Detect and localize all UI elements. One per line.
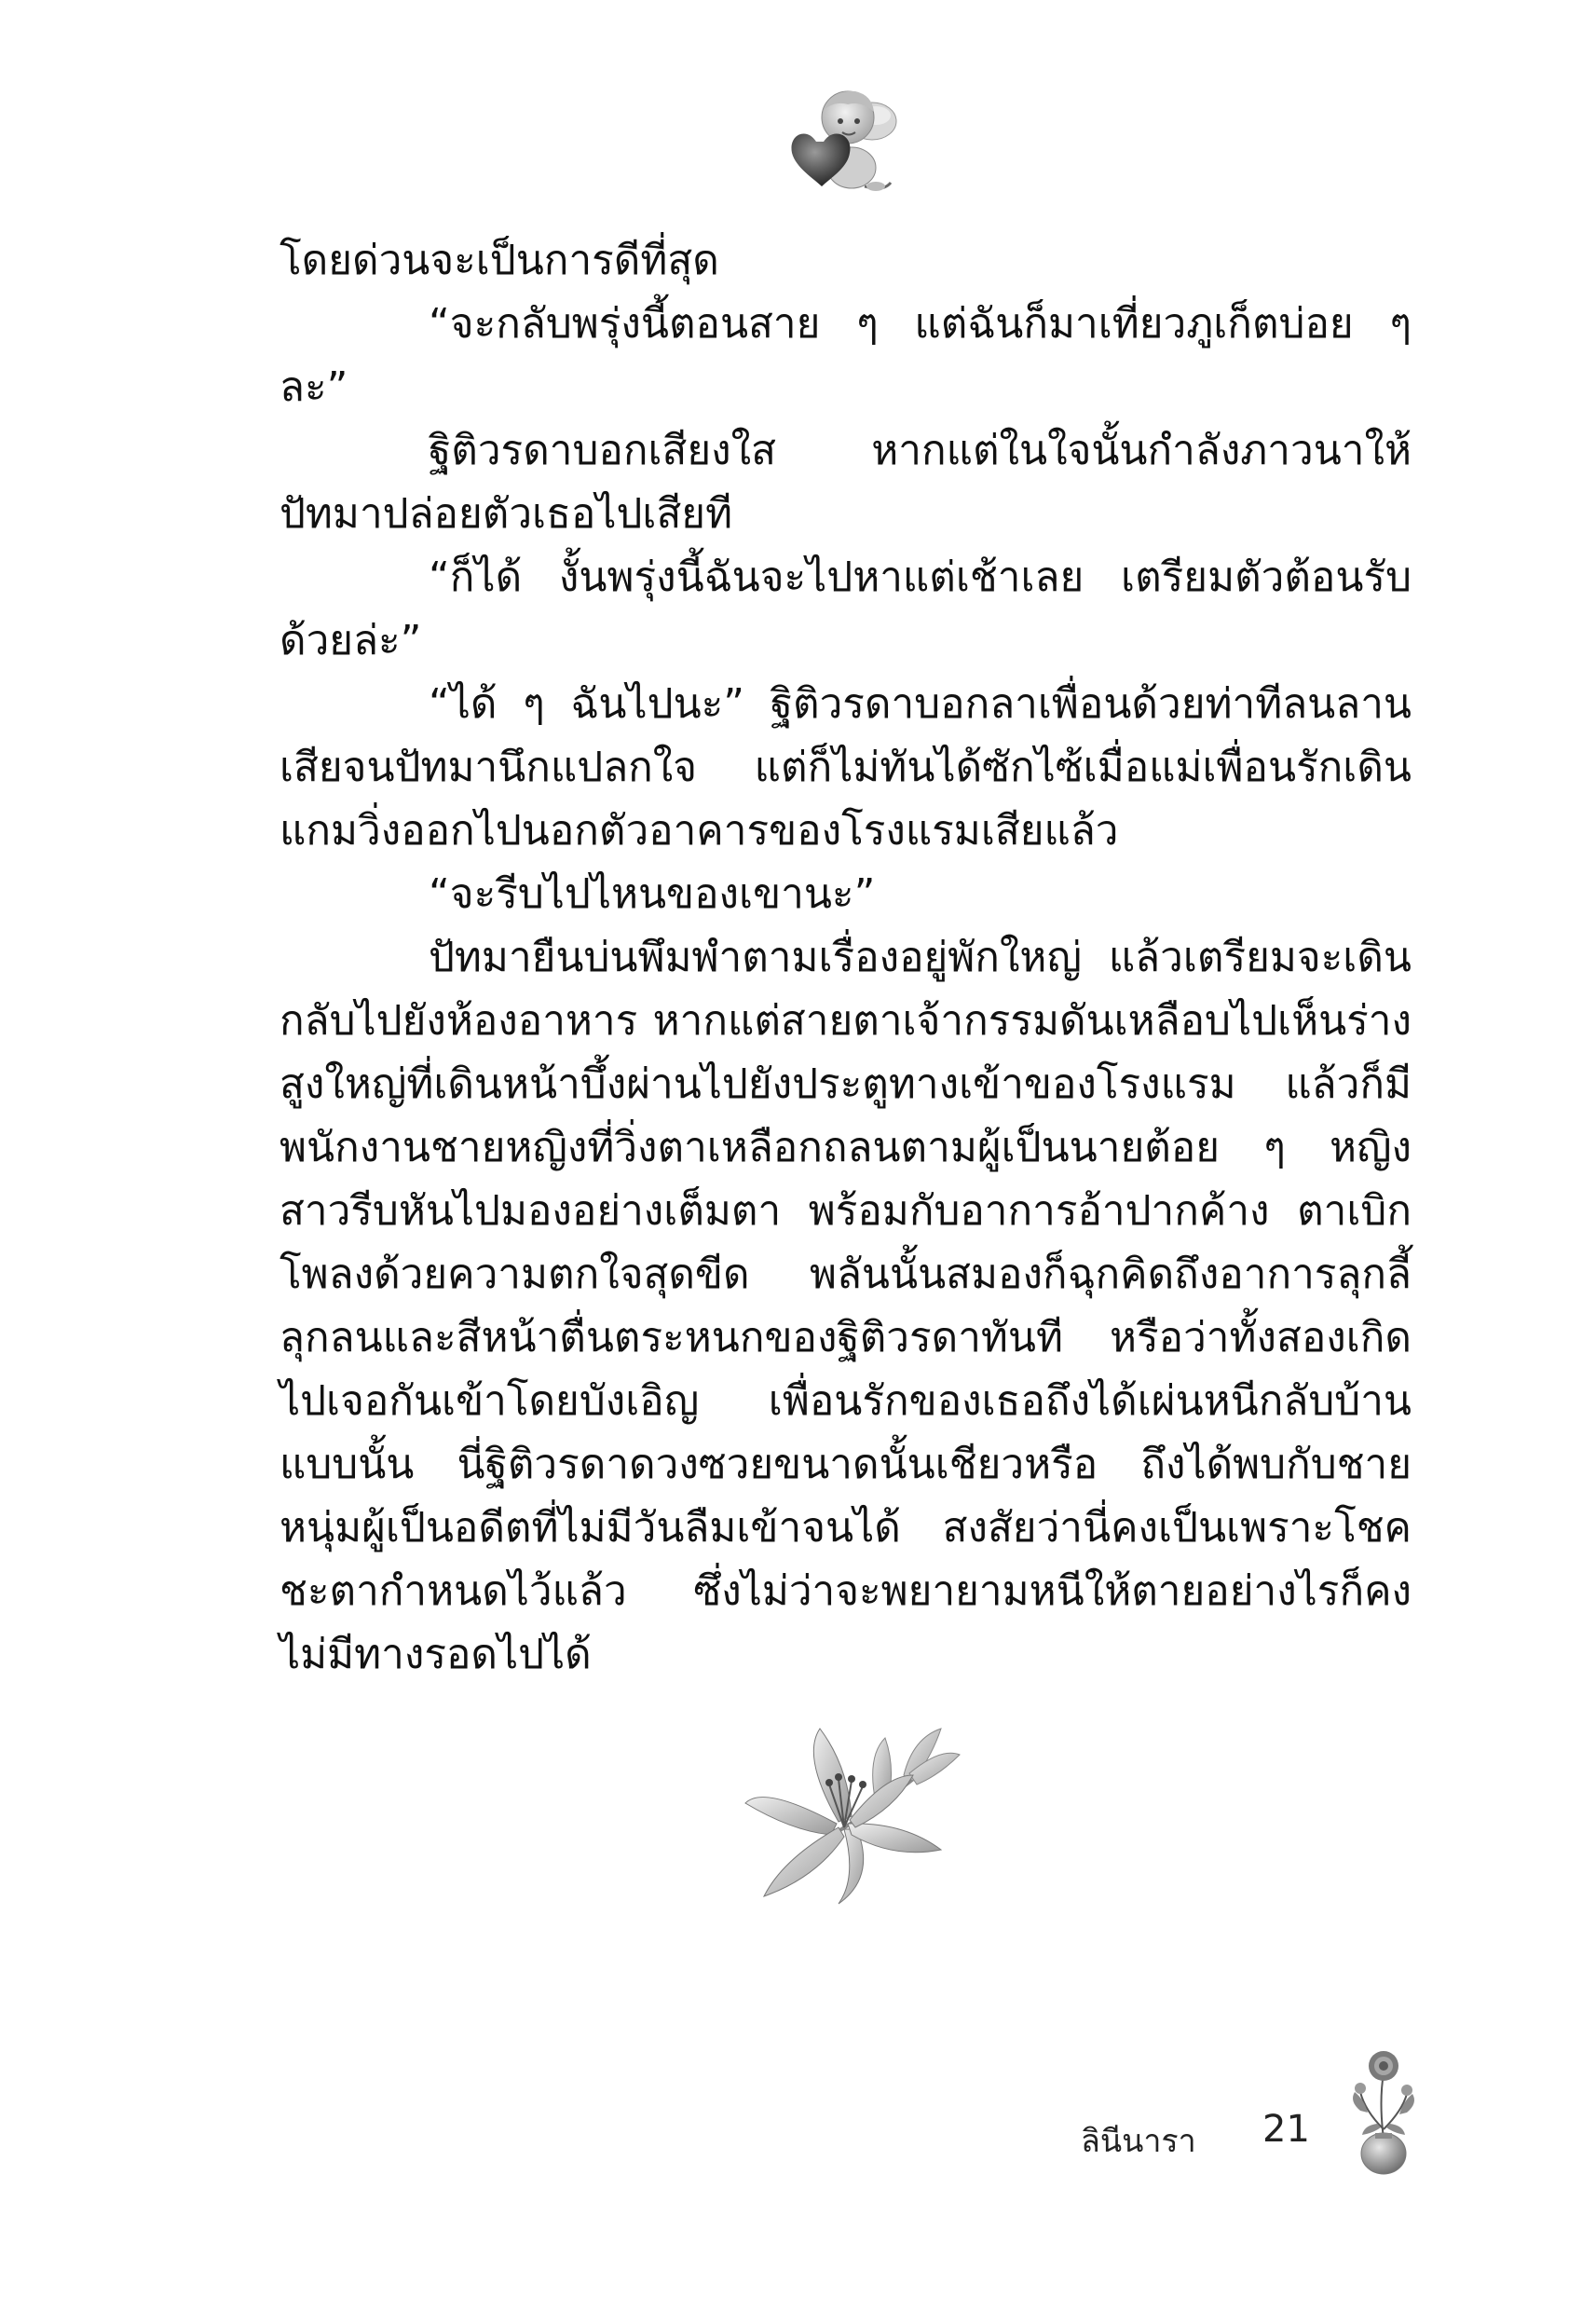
paragraph: “จะกลับพรุ่งนี้ตอนสาย ๆ แต่ฉันก็มาเที่ยวภูเก็ตบ่อย ๆ ละ”	[280, 300, 1412, 411]
page-number: 21	[1262, 2108, 1310, 2151]
paragraph: ปัทมายืนบ่นพึมพำตามเรื่องอยู่พักใหญ่ แล้วเตรียมจะเดินกลับไปยังห้องอาหาร หากแต่สายตาเจ้ากรรมดันเหลือบไปเห็นร่างสูงใหญ่ที่เดินหน้าบึ้งผ่านไปยังประตูทางเข้าของโรงแรม แล้วก็มีพนักงานชายหญิงที่วิ่งตาเหลือกถลนตามผู้เป็นนายต้อย ๆ หญิงสาวรีบหันไปมองอย่างเต็มตา พร้อมกับอาการอ้าปากค้าง ตาเบิกโพลงด้วยความตกใจสุดขีด พลันนั้นสมองก็ฉุกคิดถึงอาการลุกลี้ลุกลนและสีหน้าตื่นตระหนกของฐิติวรดาทันที หรือว่าทั้งสองเกิดไปเจอกันเข้าโดยบังเอิญ เพื่อนรักของเธอถึงได้เผ่นหนีกลับบ้านแบบนั้น นี่ฐิติวรดาดวงซวยขนาดนั้นเชียวหรือ ถึงได้พบกับชายหนุ่มผู้เป็นอดีตที่ไม่มีวันลืมเข้าจนได้ สงสัยว่านี่คงเป็นเพราะโชคชะตากำหนดไว้แล้ว ซึ่งไม่ว่าจะพยายามหนีให้ตายอย่างไรก็คงไม่มีทางรอดไปได้	[280, 934, 1412, 1678]
paragraph: “ก็ได้ งั้นพรุ่งนี้ฉันจะไปหาแต่เช้าเลย เตรียมตัวต้อนรับด้วยล่ะ”	[280, 554, 1412, 664]
paragraph: “จะรีบไปไหนของเขานะ”	[429, 870, 876, 918]
paragraph: ฐิติวรดาบอกเสียงใส หากแต่ในใจนั้นกำลังภาวนาให้ปัทมาปล่อยตัวเธอไปเสียที	[280, 427, 1412, 538]
paragraph: “ได้ ๆ ฉันไปนะ” ฐิติวรดาบอกลาเพื่อนด้วยท่าทีลนลานเสียจนปัทมานึกแปลกใจ แต่ก็ไม่ทันได้ซักไซ้เมื่อแม่เพื่อนรักเดินแกมวิ่งออกไปนอกตัวอาคารของโรงแรมเสียแล้ว	[280, 680, 1412, 855]
flower-vase-icon	[1342, 2045, 1425, 2176]
cherub-heart-icon	[783, 82, 904, 203]
lily-flower-icon	[727, 1719, 969, 1906]
paragraph: โดยด่วนจะเป็นการดีที่สุด	[280, 237, 719, 284]
story-text	[280, 229, 1412, 1687]
book-title: ลินีนารา	[1081, 2123, 1196, 2160]
